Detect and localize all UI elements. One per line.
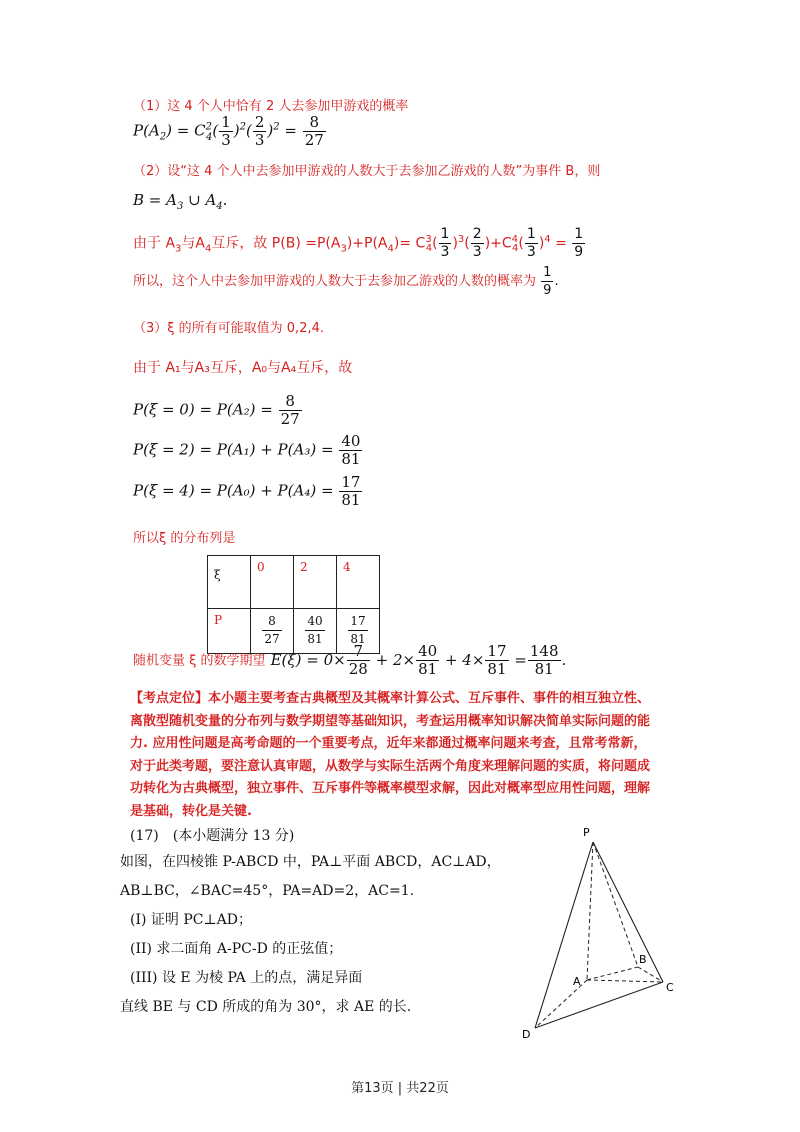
page-footer: 第13页 | 共22页 [351, 1081, 449, 1096]
part2-probability-line: 由于 $A_3$与$A_4$互斥，故 $P(B) =P(A_3)+P(A_4)= C^3_4$( $\frac{1}{3}$ )$^3$( $\frac{2}{3}$ )$+C^4_4$( $\frac{1}{3}$ )$^4$ = $\frac{1}{9}$ [133, 226, 584, 260]
part3-mutual: 由于 A₁与A₃互斥，A₀与A₄互斥，故 [133, 360, 353, 376]
kaodian-line: 【考点定位】本小题主要考查古典概型及其概率计算公式、互斥事件、事件的相互独立性、 [130, 691, 651, 706]
kaodian-line: 力. 应用性问题是高考命题的一个重要考点，近年来都通过概率问题来考查，且常考常新， [130, 736, 647, 751]
vertex-label-p: P [583, 826, 590, 839]
table-cell: $\frac{40}{81}$ [294, 609, 337, 654]
part2-heading: （2）设“这 4 个人中去参加甲游戏的人数大于去参加乙游戏的人数”为事件 B，则 [133, 164, 601, 179]
distribution-table [207, 555, 380, 654]
p-xi-4: P(ξ = 4) = P(A₀) + P(A₄) = $\frac{17}{81}$ [133, 473, 361, 509]
expectation-line: 随机变量 ξ 的数学期望 E(ξ) = 0× $\frac{7}{28}$ + 2× $\frac{40}{81}$ + 4× $\frac{17}{81}$ = $\frac{148}{81}$ . [133, 642, 567, 678]
part3-heading: （3）ξ 的所有可能取值为 0,2,4. [133, 321, 324, 336]
table-cell: P [208, 609, 251, 654]
kaodian-line: 对于此类考题，要注意认真审题，从数学与实际生活两个角度来理解问题的实质，将问题成 [130, 758, 651, 774]
part1-formula: $P(A_2) = C^2_4$( $\frac{1}{3}$ )$^2$( $\frac{2}{3}$ )$^2$ = $\frac{8}{27}$ [133, 113, 324, 149]
part2-event-definition: $B = A_3$ ∪ $A_4$. [133, 191, 228, 212]
problem17-header: (17) (本小题满分 13 分) [130, 828, 295, 844]
table-cell: ξ [208, 556, 251, 609]
kaodian-line: 离散型随机变量的分布列与数学期望等基础知识，考查运用概率知识解决简单实际问题的能 [130, 713, 651, 729]
edge-dc [535, 982, 663, 1028]
table-cell: 2 [294, 556, 337, 609]
p-xi-2: P(ξ = 2) = P(A₁) + P(A₃) = $\frac{40}{81}$ [133, 432, 361, 468]
vertex-label-b: B [639, 953, 647, 966]
kaodian-line: 是基础，转化是关键. [130, 803, 252, 819]
vertex-label-c: C [666, 981, 674, 994]
table-cell: $\frac{8}{27}$ [251, 609, 294, 654]
edge-pa [587, 842, 593, 980]
part1-heading: （1）这 4 个人中恰有 2 人去参加甲游戏的概率 [133, 99, 409, 114]
table-cell: 4 [337, 556, 380, 609]
pyramid-figure [515, 820, 695, 1045]
table-cell: $\frac{17}{81}$ [337, 609, 380, 654]
table-row [208, 556, 380, 609]
p-xi-0: P(ξ = 0) = P(A₂) = $\frac{8}{27}$ [133, 392, 300, 428]
problem17-q1: (I) 证明 PC⊥AD； [130, 912, 252, 928]
vertex-label-a: A [573, 975, 581, 988]
kaodian-line: 功转化为古典概型，独立事件、互斥事件等概率模型求解，因此对概率型应用性问题，理解 [130, 781, 651, 796]
edge-ab [587, 967, 638, 980]
problem17-q2: (II) 求二面角 A-PC-D 的正弦值； [130, 941, 343, 957]
edge-pc [593, 842, 663, 982]
problem17-q3-continued: 直线 BE 与 CD 所成的角为 30°，求 AE 的长. [120, 999, 412, 1015]
edge-pb [593, 842, 638, 967]
table-cell: 0 [251, 556, 294, 609]
vertex-label-d: D [522, 1028, 531, 1041]
edge-pd [535, 842, 593, 1028]
problem17-line2: AB⊥BC，∠BAC=45°，PA=AD=2，AC=1. [120, 883, 415, 899]
edge-ac [587, 980, 663, 982]
problem17-line1: 如图，在四棱锥 P-ABCD 中，PA⊥平面 ABCD，AC⊥AD， [120, 854, 501, 870]
part2-conclusion: 所以，这个人中去参加甲游戏的人数大于去参加乙游戏的人数的概率为 $\frac{1}{9}$ . [133, 265, 559, 298]
problem17-q3: (III) 设 E 为棱 PA 上的点，满足异面 [130, 970, 363, 986]
kaodian-block [130, 688, 650, 823]
distribution-label: 所以ξ 的分布列是 [133, 531, 236, 546]
